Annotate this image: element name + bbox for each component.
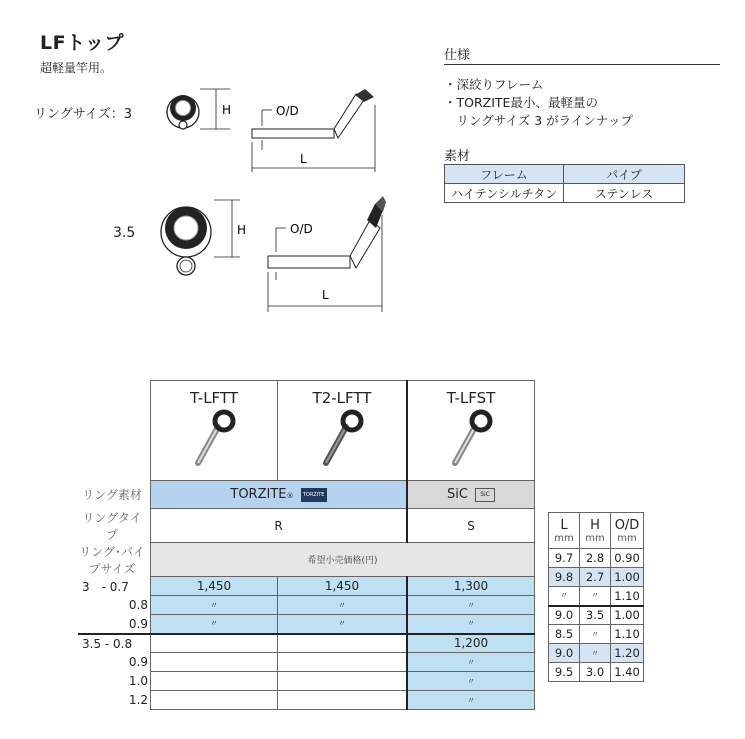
sic-logo: SiC	[475, 488, 495, 502]
dim-cell: 1.20	[611, 644, 644, 663]
price-cell	[151, 672, 278, 691]
price-cell: 〃	[407, 672, 535, 691]
label-ring-type: リングタイプ	[82, 510, 142, 542]
dim-cell: 1.00	[611, 606, 644, 625]
ring-material-sic	[407, 481, 535, 509]
price-cell: 〃	[407, 653, 535, 672]
dim-cell: 0.90	[611, 549, 644, 568]
price-cell	[151, 634, 278, 653]
price-cell: 〃	[407, 615, 535, 634]
price-cell	[278, 691, 408, 710]
product-table	[78, 380, 535, 710]
guide-technical-drawing	[150, 80, 410, 320]
material-header-frame: フレーム	[445, 165, 564, 184]
size-cell: 0.9	[128, 616, 148, 631]
ring-size-label: リングサイズ：3	[34, 107, 132, 122]
size-cell: 0.9	[128, 655, 148, 669]
size-cell: 1.2	[128, 693, 148, 707]
model-t2-lftt	[278, 381, 408, 481]
dim-header-od: O/D mm	[611, 513, 644, 549]
label-ring-pipe-size: リング･パイプサイズ	[79, 544, 145, 576]
ring-size-label-2: 3.5	[113, 225, 136, 241]
dim-cell: 〃	[580, 644, 611, 663]
model-t-lfst	[407, 381, 535, 481]
od-dim-label-2: O/D	[290, 222, 313, 236]
dim-cell: 〃	[580, 625, 611, 644]
dim-cell: 1.10	[611, 587, 644, 606]
small-ring-drawing	[167, 95, 199, 129]
dim-cell: 9.5	[549, 663, 580, 682]
spec-line-2: ・TORZITE最小、最軽量の	[444, 95, 598, 110]
dim-cell: 1.40	[611, 663, 644, 682]
guide-image	[441, 407, 501, 467]
price-cell: 〃	[278, 615, 408, 634]
dim-cell: 3.0	[580, 663, 611, 682]
price-cell	[151, 653, 278, 672]
material-pipe-value: ステンレス	[564, 184, 685, 203]
dim-cell: 〃	[580, 587, 611, 606]
guide-image	[312, 407, 372, 467]
model-name: T-LFST	[446, 389, 496, 407]
ring-type-r: R	[151, 509, 408, 543]
material-table	[444, 164, 685, 203]
dimensions-table	[548, 512, 644, 682]
dim-cell: 8.5	[549, 625, 580, 644]
dim-cell: 1.10	[611, 625, 644, 644]
price-cell	[151, 691, 278, 710]
price-cell: 1,300	[407, 577, 535, 596]
spec-divider	[444, 64, 720, 65]
model-name: T2-LFTT	[312, 389, 372, 407]
guide-image	[184, 407, 244, 467]
price-cell: 1,200	[407, 634, 535, 653]
price-cell	[278, 653, 408, 672]
model-name: T-LFTT	[190, 389, 238, 407]
dim-cell: 2.7	[580, 568, 611, 587]
size-cell: 3.5 - 0.8	[82, 636, 133, 651]
torzite-logo: TORZITE	[301, 488, 327, 502]
dim-cell: 3.5	[580, 606, 611, 625]
h-dim-label-2: H	[237, 223, 247, 237]
price-caption: 希望小売価格(円)	[151, 543, 535, 577]
price-cell	[278, 634, 408, 653]
od-dim-label-1: O/D	[276, 104, 299, 118]
material-frame-value: ハイテンシルチタン	[445, 184, 564, 203]
dim-cell: 9.0	[549, 606, 580, 625]
spec-heading: 仕様	[444, 48, 471, 63]
price-cell: 1,450	[151, 577, 278, 596]
dim-cell: 9.0	[549, 644, 580, 663]
ring-material-torzite: TORZITE® TORZITE	[151, 481, 408, 509]
dim-cell: 9.7	[549, 549, 580, 568]
material-header-pipe: パイプ	[564, 165, 685, 184]
size-cell: 3 - 0.7	[82, 579, 129, 594]
dim-cell: 9.8	[549, 568, 580, 587]
size-cell: 0.8	[128, 598, 148, 612]
size-cell: 1.0	[128, 674, 148, 688]
dim-header-h: H mm	[580, 513, 611, 549]
price-cell: 〃	[278, 596, 408, 615]
dim-header-l: L mm	[549, 513, 580, 549]
price-cell: 〃	[151, 596, 278, 615]
price-cell: 〃	[407, 691, 535, 710]
large-ring-drawing	[161, 207, 211, 275]
l-dim-label-2: L	[322, 288, 329, 302]
h-dim-label-1: H	[222, 103, 232, 117]
sic-label: SiC	[446, 487, 468, 502]
spec-line-3: リングサイズ 3 がラインナップ	[444, 113, 634, 128]
l-dim-label-1: L	[300, 152, 307, 166]
torzite-label: TORZITE	[230, 487, 287, 502]
material-heading: 素材	[444, 149, 471, 164]
label-ring-material: リング素材	[82, 488, 142, 502]
model-t-lftt	[151, 381, 278, 481]
price-cell: 〃	[151, 615, 278, 634]
dim-cell: 〃	[549, 587, 580, 606]
dim-cell: 1.00	[611, 568, 644, 587]
page-subtitle: 超軽量竿用。	[40, 61, 113, 75]
spec-line-1: ・深絞りフレーム	[444, 77, 544, 92]
dim-cell: 2.8	[580, 549, 611, 568]
price-cell: 1,450	[278, 577, 408, 596]
ring-type-s: S	[407, 509, 535, 543]
page-title: LFトップ	[40, 32, 125, 54]
price-cell	[278, 672, 408, 691]
price-cell: 〃	[407, 596, 535, 615]
